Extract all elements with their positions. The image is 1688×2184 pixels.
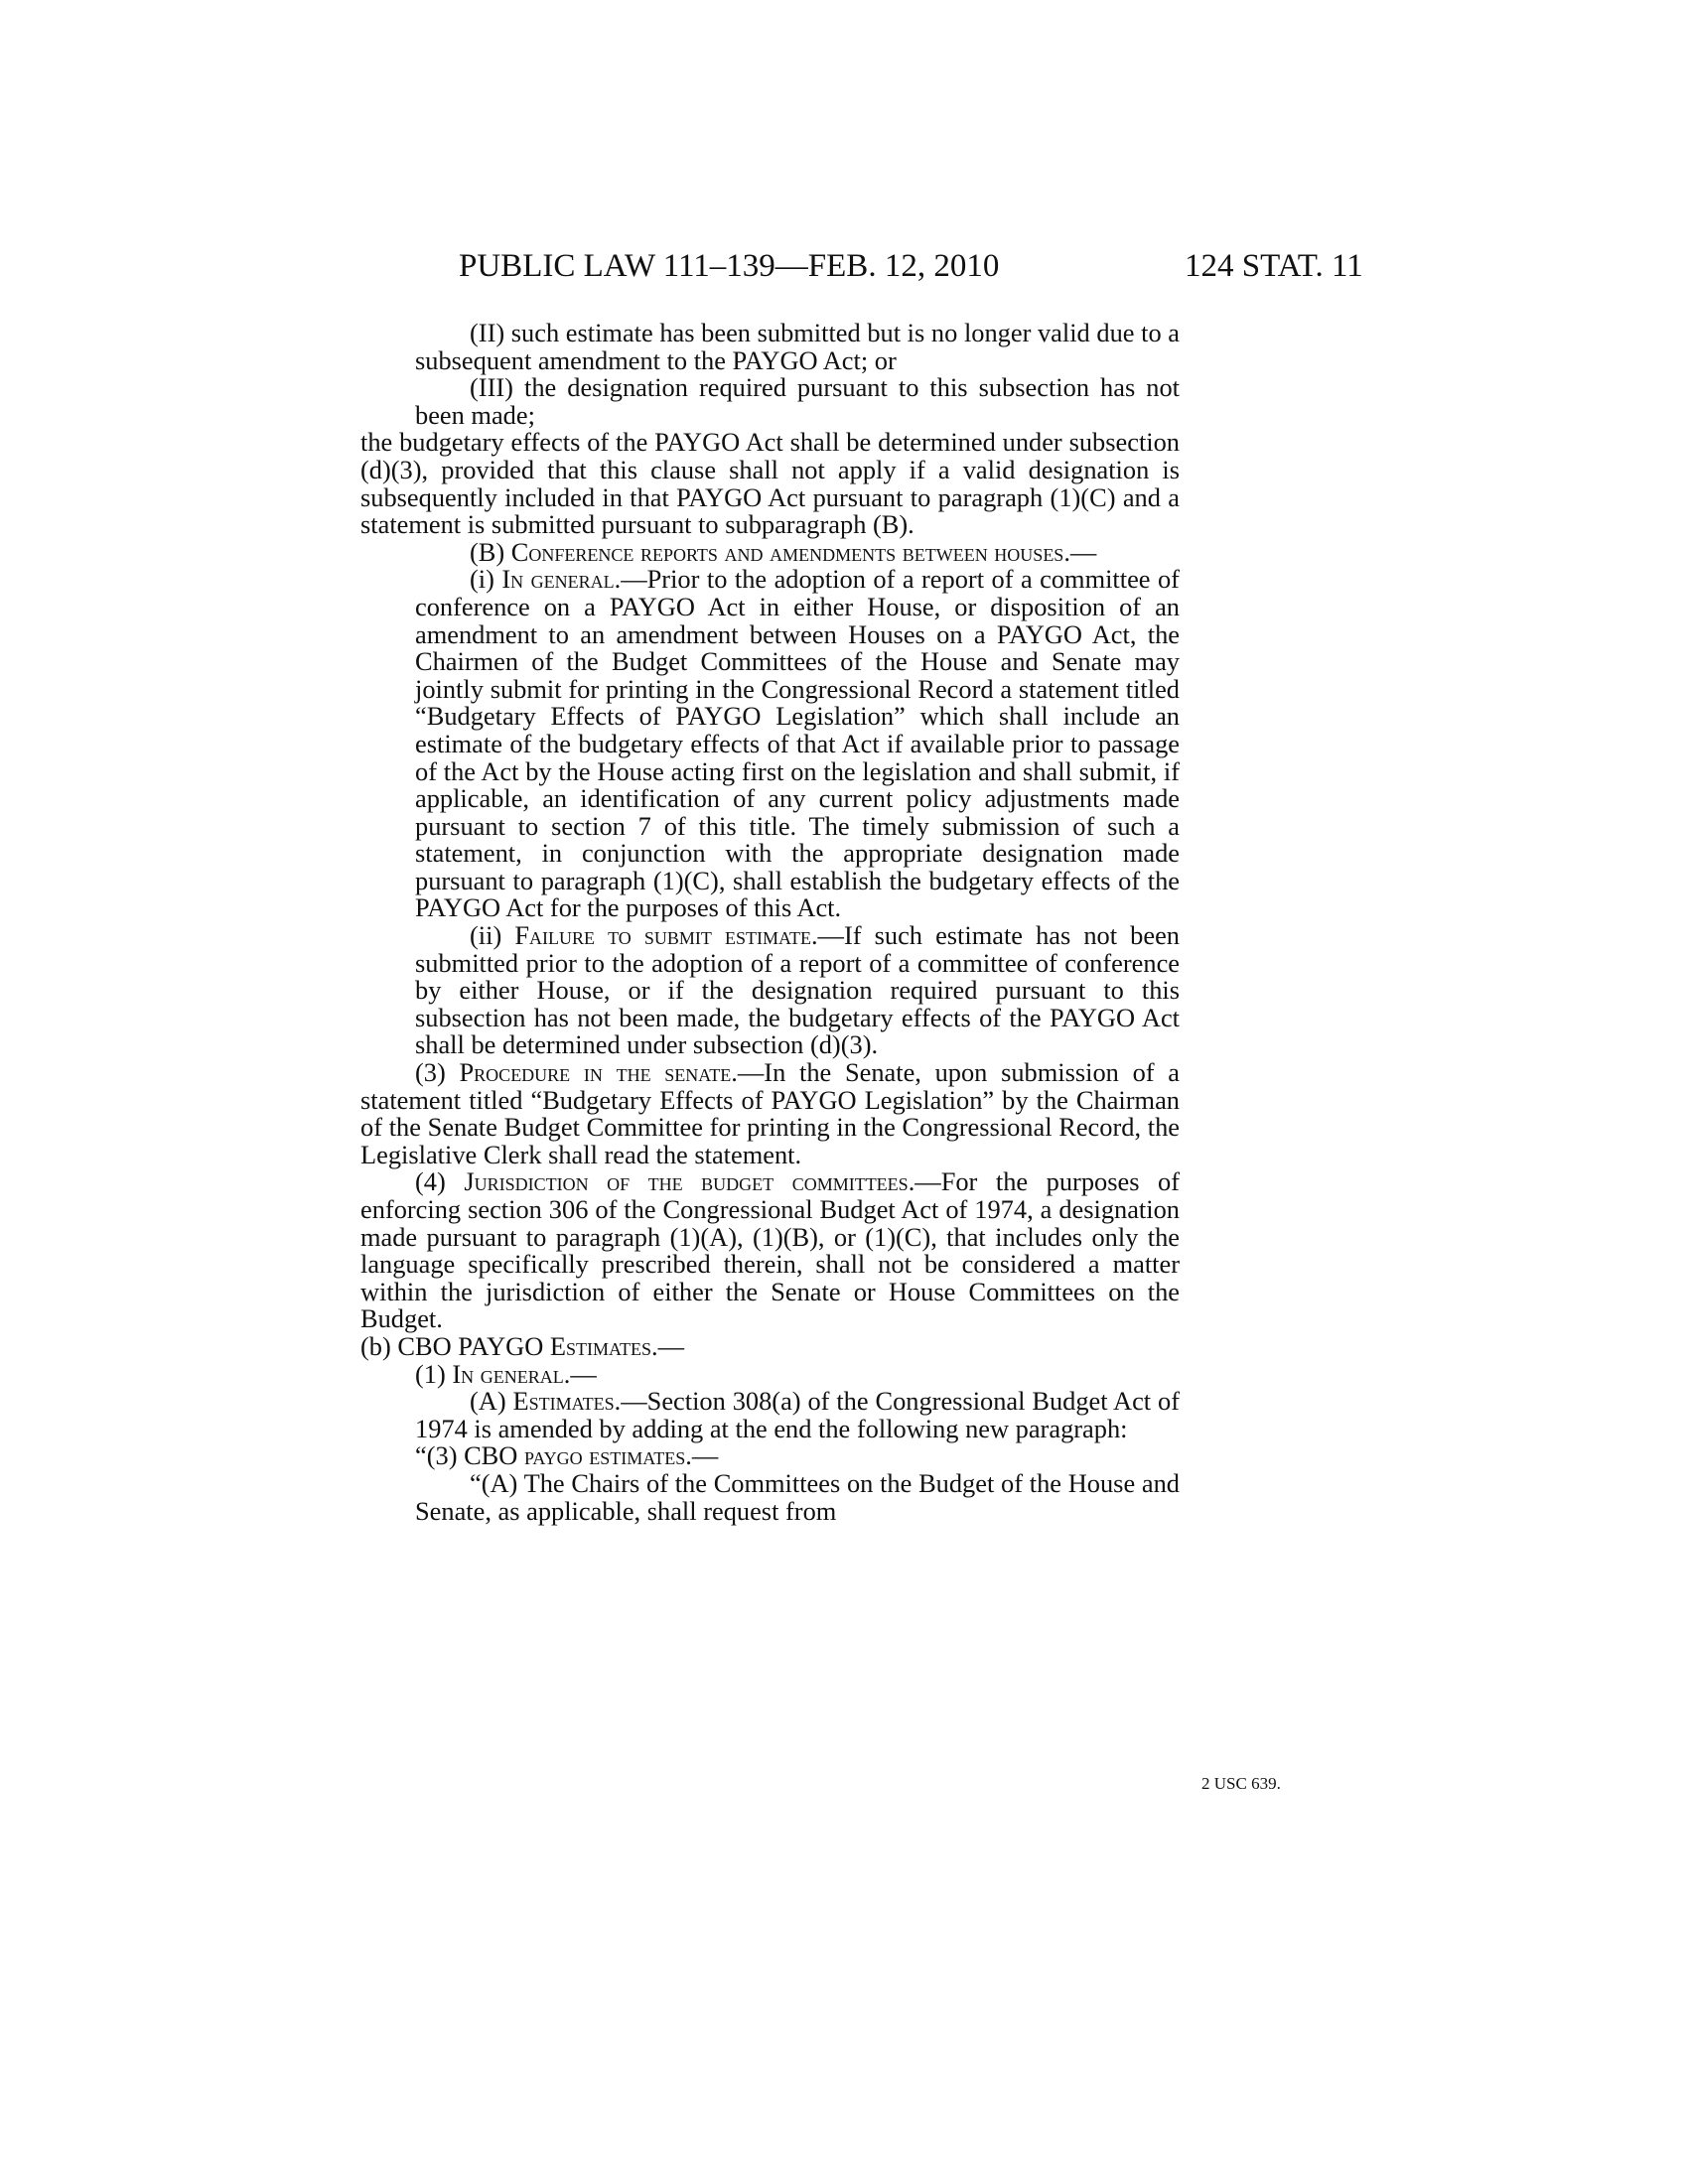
subsection-b-heading xyxy=(360,1330,1180,1361)
quoted-subparagraph-a: “(A) The Chairs of the Committees on the Budget of the House and Senate, as applicable, shall request from xyxy=(415,1467,1180,1526)
subparagraph-number: (A) xyxy=(470,1386,506,1417)
clause-text: —Prior to the adoption of a report of a committee of conference on a PAYGO Act in either House, or disposition of an amendment to an amendment between Houses on a PAYGO Act, the Chairmen of the Budget Committees of the House and Senate may jointly submit for printing in the Congressional Record a statement titled “Budgetary Effects of PAYGO Legislation” which shall include an estimate of the budgetary effects of that Act if available prior to passage of the Act by the House acting first on the legislation and shall submit, if applicable, an identification of any current policy adjustments made pursuant to section 7 of this title. The timely submission of such a statement, in conjunction with the appropriate designation made pursuant to paragraph (1)(C), shall establish the budgetary effects of the PAYGO Act for the purposes of this Act. xyxy=(415,564,1180,923)
paragraph-clause-iii: (III) the designation required pursuant to this subsection has not been made; xyxy=(415,372,1180,430)
paragraph-flush-text: the budgetary effects of the PAYGO Act shall be determined under subsection (d)(3), provided that this clause shall not apply if a valid designation is subsequently included in that PAYGO Act pursuant to paragraph (1)(C) and a statement is submitted pursuant to subparagraph (B). xyxy=(360,427,1180,540)
paragraph-clause-ii-failure xyxy=(415,922,1180,1059)
paragraph-subparagraph-b xyxy=(415,536,1180,567)
header-left: PUBLIC LAW 111–139—FEB. 12, 2010 xyxy=(459,248,1000,284)
subparagraph-text: —Section 308(a) of the Congressional Budget Act of 1974 is amended by adding at the end the following new paragraph: xyxy=(415,1386,1180,1443)
paragraph-clause-i xyxy=(415,566,1180,922)
paragraph-a-estimates xyxy=(415,1388,1180,1442)
clause-heading: Failure to submit estimate. xyxy=(514,920,818,951)
subparagraph-heading: Estimates. xyxy=(512,1386,622,1417)
clause-number: (i) xyxy=(470,564,494,595)
clause-heading: In general. xyxy=(501,564,622,595)
quoted-paragraph-number: “(3) CBO xyxy=(415,1440,518,1471)
subsection-heading: Estimates.— xyxy=(549,1330,685,1361)
paragraph-text: —For the purposes of enforcing section 306 of the Congressional Budget Act of 1974, a designation made pursuant to paragraph (1)(A), (1)(B), or (1)(C), that includes only the language specifically prescribed therein, shall not be considered a matter within the jurisdiction of either the Senate or House Committees on the Budget. xyxy=(360,1166,1180,1334)
quoted-paragraph-3-heading xyxy=(415,1442,1180,1470)
subparagraph-heading: Conference reports and amendments between houses.— xyxy=(510,536,1097,567)
paragraph-text: —In the Senate, upon submission of a statement titled “Budgetary Effects of PAYGO Legislation” by the Chairman of the Senate Budget Committee for printing in the Congressional Record, the Legislative Clerk shall read the statement. xyxy=(360,1057,1180,1169)
paragraph-3-procedure xyxy=(360,1059,1180,1168)
paragraph-clause-ii: (II) such estimate has been submitted but is no longer valid due to a subsequent amendment to the PAYGO Act; or xyxy=(415,318,1180,375)
clause-number: (ii) xyxy=(470,920,502,951)
quoted-paragraph-heading: paygo estimates.— xyxy=(523,1440,719,1471)
paragraph-heading: Jurisdiction of the budget committees. xyxy=(464,1166,915,1197)
paragraph-4-jurisdiction xyxy=(360,1168,1180,1333)
paragraph-number: (3) xyxy=(415,1057,446,1088)
paragraph-heading: Procedure in the senate. xyxy=(459,1057,738,1088)
subparagraph-number: (B) xyxy=(470,536,505,567)
clause-text: —If such estimate has not been submitted prior to the adoption of a report of a committee of conference by either House, or if the designation required pursuant to this subsection has not been made, the budgetary effects of the PAYGO Act shall be determined under subsection (d)(3). xyxy=(415,920,1180,1060)
paragraph-number: (4) xyxy=(415,1166,446,1197)
statute-text xyxy=(360,320,1180,1525)
header-right: 124 STAT. 11 xyxy=(1185,248,1363,284)
paragraph-heading: In general.— xyxy=(452,1358,597,1389)
paragraph-1-heading xyxy=(360,1358,1180,1389)
marginal-citation: 2 USC 639. xyxy=(1201,1774,1281,1793)
paragraph-number: (1) xyxy=(415,1358,446,1389)
subsection-number: (b) CBO PAYGO xyxy=(360,1330,544,1361)
